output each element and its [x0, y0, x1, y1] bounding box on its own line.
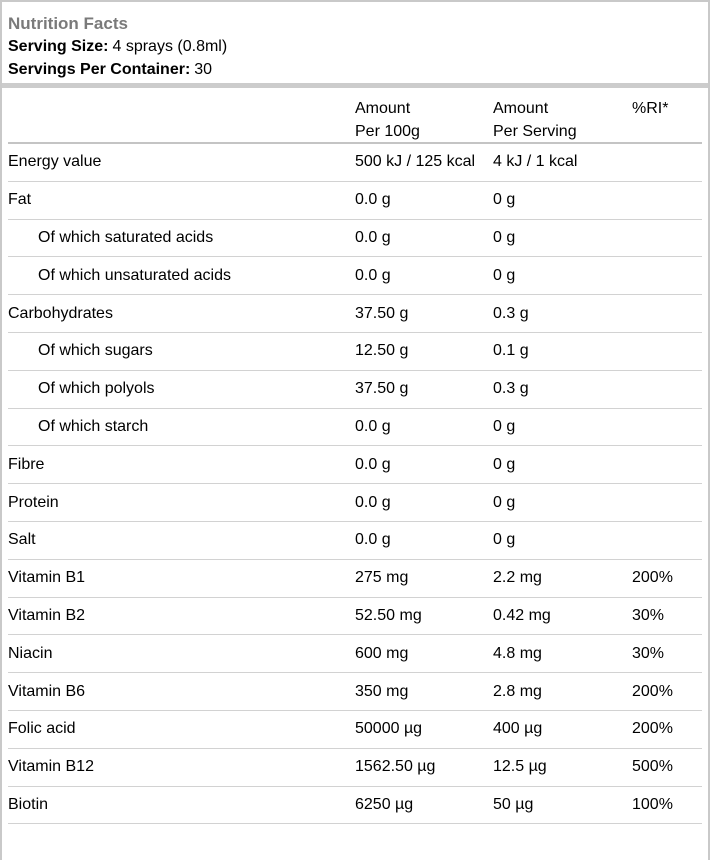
amount-per-serving-header-line1: Amount [493, 100, 549, 117]
table-row [8, 295, 702, 333]
amount-per-100g: 600 mg [355, 644, 409, 662]
nutrient-label: Carbohydrates [8, 304, 113, 322]
nutrient-label: Of which unsaturated acids [38, 266, 231, 284]
table-row [8, 257, 702, 295]
serving-size-value: 4 sprays (0.8ml) [112, 38, 228, 55]
amount-per-serving: 4.8 mg [493, 644, 542, 662]
amount-per-100g-header-line2: Per 100g [355, 123, 420, 140]
nutrient-label: Folic acid [8, 720, 76, 738]
amount-per-100g: 12.50 g [355, 342, 409, 360]
amount-per-100g: 500 kJ / 125 kcal [355, 153, 476, 171]
amount-per-serving: 0 g [493, 266, 516, 284]
table-row [8, 673, 702, 711]
table-row [8, 220, 702, 258]
table-row [8, 182, 702, 220]
nutrient-label: Of which saturated acids [38, 228, 214, 246]
table-header-row [8, 88, 702, 144]
servings-per-container-label: Servings Per Container: [8, 61, 191, 78]
ri-percent: 100% [632, 795, 673, 813]
ri-percent-header: %RI* [632, 100, 669, 117]
amount-per-100g: 37.50 g [355, 304, 409, 322]
nutrient-label: Vitamin B2 [8, 606, 86, 624]
amount-per-serving: 400 µg [493, 720, 543, 738]
nutrient-column-header [8, 97, 355, 143]
amount-per-100g: 275 mg [355, 569, 409, 587]
table-row [8, 144, 702, 182]
ri-percent: 200% [632, 720, 673, 738]
table-row [8, 484, 702, 522]
nutrient-label: Energy value [8, 153, 102, 171]
nutrient-label: Biotin [8, 795, 49, 813]
serving-size-label: Serving Size: [8, 38, 109, 55]
amount-per-100g: 37.50 g [355, 380, 409, 398]
amount-per-100g: 52.50 mg [355, 606, 422, 624]
nutrition-facts-title: Nutrition Facts [8, 14, 128, 33]
label-header [2, 2, 708, 88]
ri-percent: 200% [632, 569, 673, 587]
table-row [8, 635, 702, 673]
nutrient-label: Of which polyols [38, 380, 155, 398]
amount-per-100g: 350 mg [355, 682, 409, 700]
amount-per-serving: 0 g [493, 493, 516, 511]
amount-per-100g: 0.0 g [355, 191, 391, 209]
ri-percent: 500% [632, 758, 673, 776]
amount-per-100g: 0.0 g [355, 531, 391, 549]
nutrient-label: Niacin [8, 644, 53, 662]
amount-per-serving: 2.8 mg [493, 682, 542, 700]
servings-per-container-value: 30 [194, 61, 213, 78]
serving-size-line [8, 35, 700, 58]
ri-percent: 30% [632, 606, 665, 624]
amount-per-serving-header-line2: Per Serving [493, 123, 577, 140]
ri-percent: 30% [632, 644, 665, 662]
table-row [8, 749, 702, 787]
table-row [8, 333, 702, 371]
ri-percent: 200% [632, 682, 673, 700]
amount-per-100g: 0.0 g [355, 266, 391, 284]
table-row [8, 560, 702, 598]
amount-per-serving: 4 kJ / 1 kcal [493, 153, 578, 171]
table-row [8, 371, 702, 409]
amount-per-100g: 0.0 g [355, 493, 391, 511]
amount-per-serving-header [493, 97, 632, 143]
amount-per-100g: 0.0 g [355, 455, 391, 473]
amount-per-serving: 2.2 mg [493, 569, 542, 587]
nutrient-label: Vitamin B12 [8, 758, 94, 776]
amount-per-serving: 50 µg [493, 795, 534, 813]
amount-per-serving: 0.42 mg [493, 606, 551, 624]
amount-per-serving: 12.5 µg [493, 758, 547, 776]
amount-per-serving: 0 g [493, 228, 516, 246]
nutrient-label: Vitamin B6 [8, 682, 86, 700]
amount-per-100g-header-line1: Amount [355, 100, 411, 117]
amount-per-serving: 0 g [493, 191, 516, 209]
nutrient-label: Vitamin B1 [8, 569, 86, 587]
amount-per-serving: 0 g [493, 531, 516, 549]
amount-per-100g-header [355, 97, 493, 143]
table-row [8, 598, 702, 636]
amount-per-serving: 0.3 g [493, 380, 529, 398]
amount-per-100g: 1562.50 µg [355, 758, 436, 776]
table-row [8, 446, 702, 484]
table-row [8, 787, 702, 825]
nutrient-label: Of which sugars [38, 342, 153, 360]
nutrient-label: Fibre [8, 455, 45, 473]
table-row [8, 522, 702, 560]
nutrient-label: Salt [8, 531, 36, 549]
amount-per-100g: 0.0 g [355, 417, 391, 435]
table-body [8, 144, 702, 824]
nutrition-table [2, 88, 708, 824]
amount-per-serving: 0 g [493, 455, 516, 473]
amount-per-serving: 0 g [493, 417, 516, 435]
table-row [8, 711, 702, 749]
amount-per-serving: 0.3 g [493, 304, 529, 322]
nutrient-label: Of which starch [38, 417, 149, 435]
amount-per-serving: 0.1 g [493, 342, 529, 360]
amount-per-100g: 6250 µg [355, 795, 414, 813]
amount-per-100g: 0.0 g [355, 228, 391, 246]
nutrient-label: Fat [8, 191, 32, 209]
servings-per-container-line [8, 58, 700, 81]
amount-per-100g: 50000 µg [355, 720, 423, 738]
table-row [8, 409, 702, 447]
nutrient-label: Protein [8, 493, 59, 511]
